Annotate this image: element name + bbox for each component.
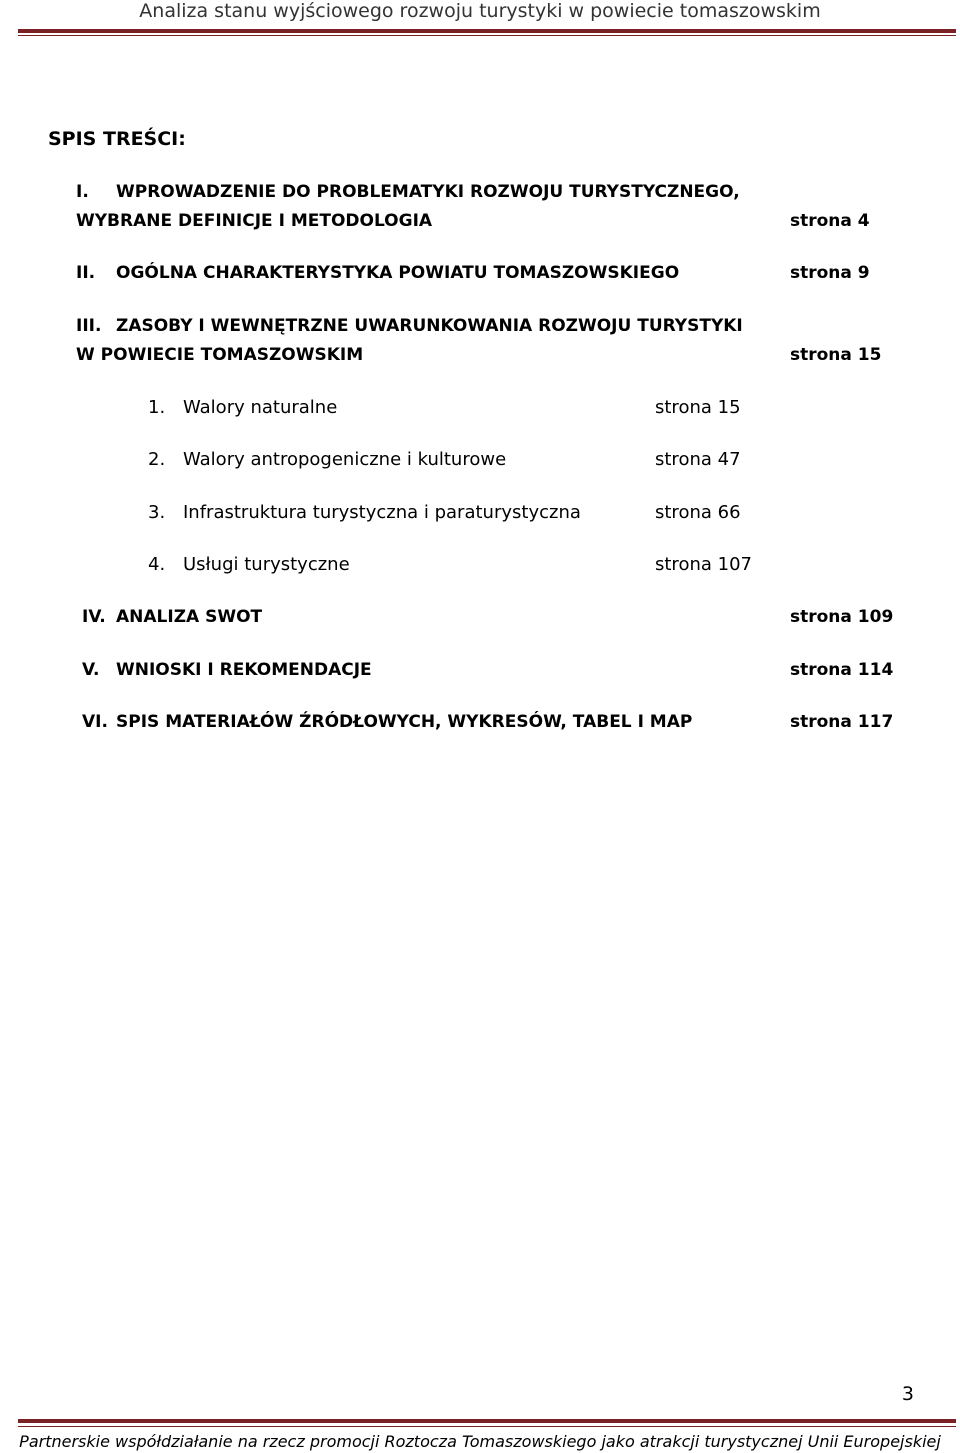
toc-entry-title: SPIS MATERIAŁÓW ŹRÓDŁOWYCH, WYKRESÓW, TABEL I MAP [116,712,693,732]
toc-entry-numeral: VI. [82,712,108,732]
toc-entry-title: WNIOSKI I REKOMENDACJE [116,660,372,680]
toc-entry-page: strona 117 [790,712,894,732]
toc-subentry-title: Usługi turystyczne [183,554,350,575]
header-rule-thin [18,35,956,36]
toc-entry-page: strona 4 [790,211,870,231]
toc-subentry-number: 1. [148,397,166,418]
footer-rule-thick [18,1419,956,1423]
footer-rule-thin [18,1426,956,1427]
toc-subentry-number: 4. [148,554,166,575]
toc-entry-numeral: V. [82,660,100,680]
toc-heading: SPIS TREŚCI: [48,128,186,150]
toc-entry-title-continued: W POWIECIE TOMASZOWSKIM [76,345,364,365]
toc-entry-title: ZASOBY I WEWNĘTRZNE UWARUNKOWANIA ROZWOJU TURYSTYKI [116,316,743,336]
toc-entry-title: WPROWADZENIE DO PROBLEMATYKI ROZWOJU TURYSTYCZNEGO, [116,182,740,202]
toc-subentry-page: strona 66 [655,502,741,523]
toc-entry-numeral: III. [76,316,102,336]
page-number: 3 [901,1383,914,1405]
running-footer: Partnerskie współdziałanie na rzecz promocji Roztocza Tomaszowskiego jako atrakcji turystycznej Unii Europejskiej [19,1432,941,1451]
toc-subentry-page: strona 15 [655,397,741,418]
toc-entry-page: strona 109 [790,607,894,627]
toc-subentry-page: strona 47 [655,449,741,470]
toc-entry-page: strona 15 [790,345,882,365]
toc-subentry-title: Walory naturalne [183,397,338,418]
toc-entry-numeral: I. [76,182,89,202]
toc-subentry-title: Walory antropogeniczne i kulturowe [183,449,507,470]
toc-entry-title: OGÓLNA CHARAKTERYSTYKA POWIATU TOMASZOWSKIEGO [116,263,680,283]
toc-entry-page: strona 9 [790,263,870,283]
toc-subentry-page: strona 107 [655,554,752,575]
toc-entry-title: ANALIZA SWOT [116,607,263,627]
toc-entry-title-continued: WYBRANE DEFINICJE I METODOLOGIA [76,211,433,231]
running-header: Analiza stanu wyjściowego rozwoju turystyki w powiecie tomaszowskim [139,0,821,22]
header-rule-thick [18,29,956,33]
toc-entry-numeral: II. [76,263,96,283]
toc-subentry-title: Infrastruktura turystyczna i paraturystyczna [183,502,581,523]
toc-entry-numeral: IV. [82,607,106,627]
toc-subentry-number: 2. [148,449,166,470]
toc-entry-page: strona 114 [790,660,894,680]
toc-subentry-number: 3. [148,502,166,523]
